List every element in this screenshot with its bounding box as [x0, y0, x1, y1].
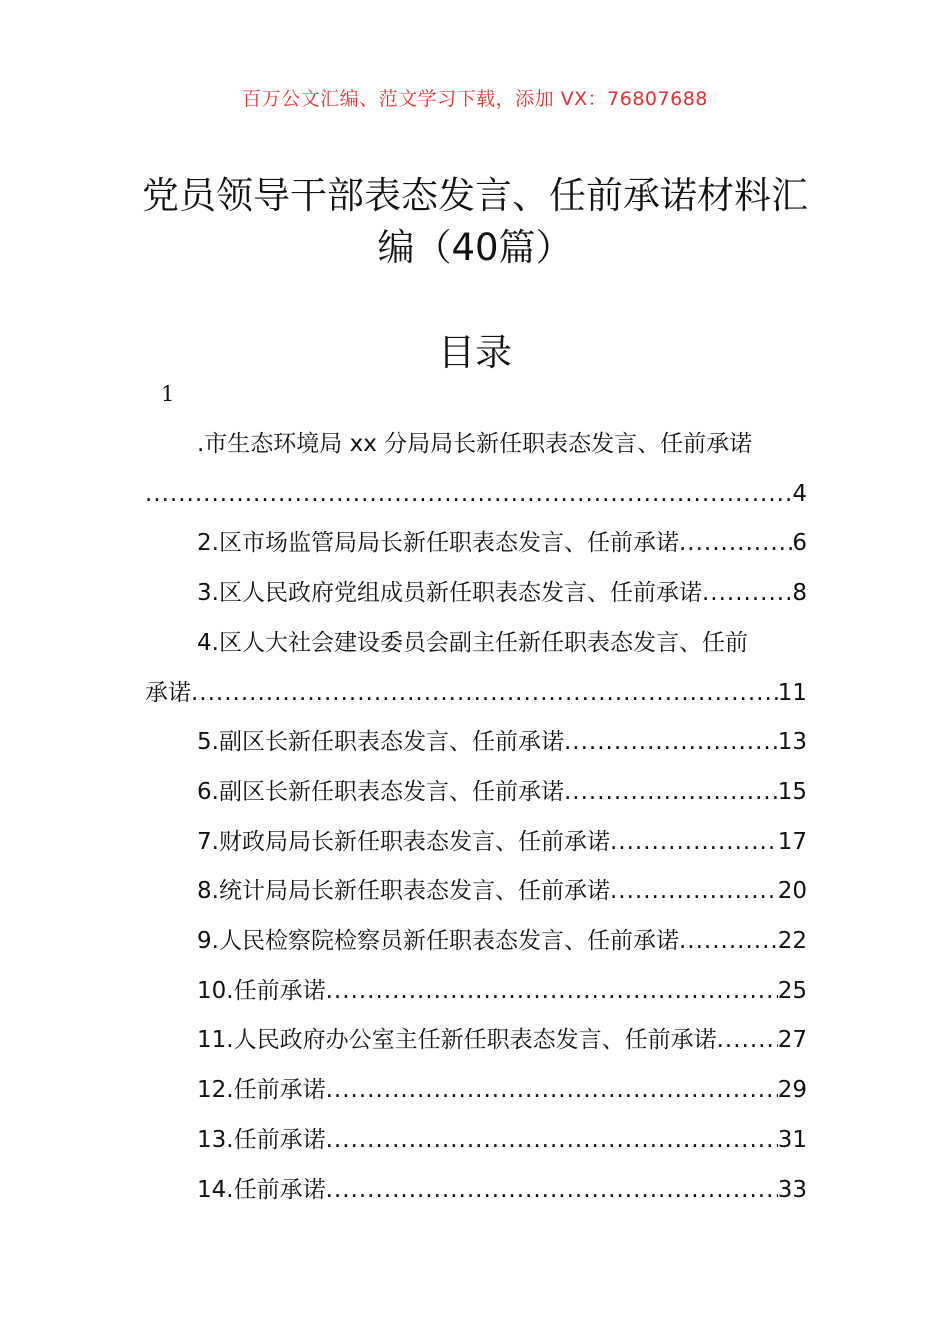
toc-page-number: 6	[792, 530, 807, 557]
toc-leader-dots	[679, 917, 778, 967]
toc-leader-dots	[717, 1016, 778, 1066]
toc-entry-title: 8.统计局局长新任职表态发言、任前承诺	[197, 878, 610, 905]
toc-entry-line	[145, 1166, 807, 1216]
toc-page-number: 17	[777, 828, 807, 855]
toc-entry[interactable]	[145, 917, 807, 967]
toc-page-number: 20	[777, 878, 807, 905]
toc-leader-dots	[564, 768, 778, 818]
toc-entry-line	[145, 917, 807, 967]
toc-leader-dots	[326, 967, 778, 1017]
header-notice: 百万公文汇编、范文学习下载，添加 VX：76807688	[242, 88, 708, 110]
toc-entry[interactable]	[145, 818, 807, 868]
toc-entry[interactable]	[145, 1016, 807, 1066]
toc-entry-continuation-line	[145, 669, 807, 719]
toc-entry-title: .市生态环境局 xx 分局局长新任职表态发言、任前承诺	[197, 431, 753, 457]
toc-entry-line	[145, 619, 807, 669]
toc-entry[interactable]	[145, 867, 807, 917]
toc-entry-title: 14.任前承诺	[197, 1176, 326, 1203]
toc-entry-line	[145, 718, 807, 768]
toc-page-number: 27	[777, 1027, 807, 1054]
toc-entry-title: 2.区市场监管局局长新任职表态发言、任前承诺	[197, 530, 679, 557]
toc-entry-line	[145, 818, 807, 868]
toc-entry-line	[145, 867, 807, 917]
toc-entry-title: 4.区人大社会建设委员会副主任新任职表态发言、任前	[197, 629, 748, 656]
toc-entry-title: 3.区人民政府党组成员新任职表态发言、任前承诺	[197, 580, 702, 607]
toc-entry-line	[145, 1066, 807, 1116]
toc-entry-title: 7.财政局局长新任职表态发言、任前承诺	[197, 828, 610, 855]
toc-entry[interactable]	[145, 1166, 807, 1216]
toc-leader-dots	[191, 669, 778, 719]
toc-leader-dots	[564, 718, 778, 768]
toc-entry-title-continuation: 承诺	[145, 679, 191, 706]
toc-page-number: 4	[792, 480, 807, 507]
toc-entry[interactable]	[145, 768, 807, 818]
toc-entry[interactable]	[145, 967, 807, 1017]
toc-entry-title: 9.人民检察院检察员新任职表态发言、任前承诺	[197, 928, 679, 955]
toc-entry[interactable]	[145, 420, 807, 519]
toc-page-number: 25	[777, 977, 807, 1004]
toc-page-number: 29	[777, 1077, 807, 1104]
toc-entry-title: 6.副区长新任职表态发言、任前承诺	[197, 778, 564, 805]
toc-entry-title: 10.任前承诺	[197, 977, 326, 1004]
toc-entry[interactable]	[145, 619, 807, 718]
toc-leader-dots	[610, 818, 778, 868]
toc-page-number: 22	[777, 928, 807, 955]
table-of-contents	[145, 420, 807, 1215]
toc-entry[interactable]	[145, 1116, 807, 1166]
toc-entry-title: 5.副区长新任职表态发言、任前承诺	[197, 729, 564, 756]
toc-entry-line	[145, 967, 807, 1017]
toc-page-number: 11	[777, 679, 807, 706]
toc-page-number: 8	[792, 580, 807, 607]
toc-entry-line	[145, 569, 807, 619]
toc-page-number: 15	[777, 778, 807, 805]
toc-leader-dots	[702, 569, 792, 619]
toc-entry-line	[145, 420, 807, 470]
stray-page-number: 1	[161, 382, 175, 406]
document-title: 党员领导干部表态发言、任前承诺材料汇编（40篇）	[142, 174, 808, 269]
toc-page-number: 33	[777, 1176, 807, 1203]
toc-entry-continuation-line	[145, 470, 807, 520]
toc-leader-dots	[679, 519, 792, 569]
toc-leader-dots	[326, 1066, 778, 1116]
toc-entry-line	[145, 1016, 807, 1066]
toc-entry[interactable]	[145, 718, 807, 768]
toc-leader-dots	[610, 867, 778, 917]
toc-entry-title: 13.任前承诺	[197, 1126, 326, 1153]
toc-entry-line	[145, 519, 807, 569]
toc-page-number: 31	[777, 1126, 807, 1153]
toc-entry-title: 11.人民政府办公室主任新任职表态发言、任前承诺	[197, 1027, 717, 1054]
toc-entry-title: 12.任前承诺	[197, 1077, 326, 1104]
toc-leader-dots	[326, 1116, 778, 1166]
toc-entry[interactable]	[145, 569, 807, 619]
toc-leader-dots	[145, 470, 792, 520]
toc-heading: 目录	[438, 331, 512, 374]
toc-entry[interactable]	[145, 519, 807, 569]
toc-leader-dots	[326, 1166, 778, 1216]
toc-page-number: 13	[777, 729, 807, 756]
toc-entry-line	[145, 768, 807, 818]
toc-entry[interactable]	[145, 1066, 807, 1116]
toc-entry-line	[145, 1116, 807, 1166]
